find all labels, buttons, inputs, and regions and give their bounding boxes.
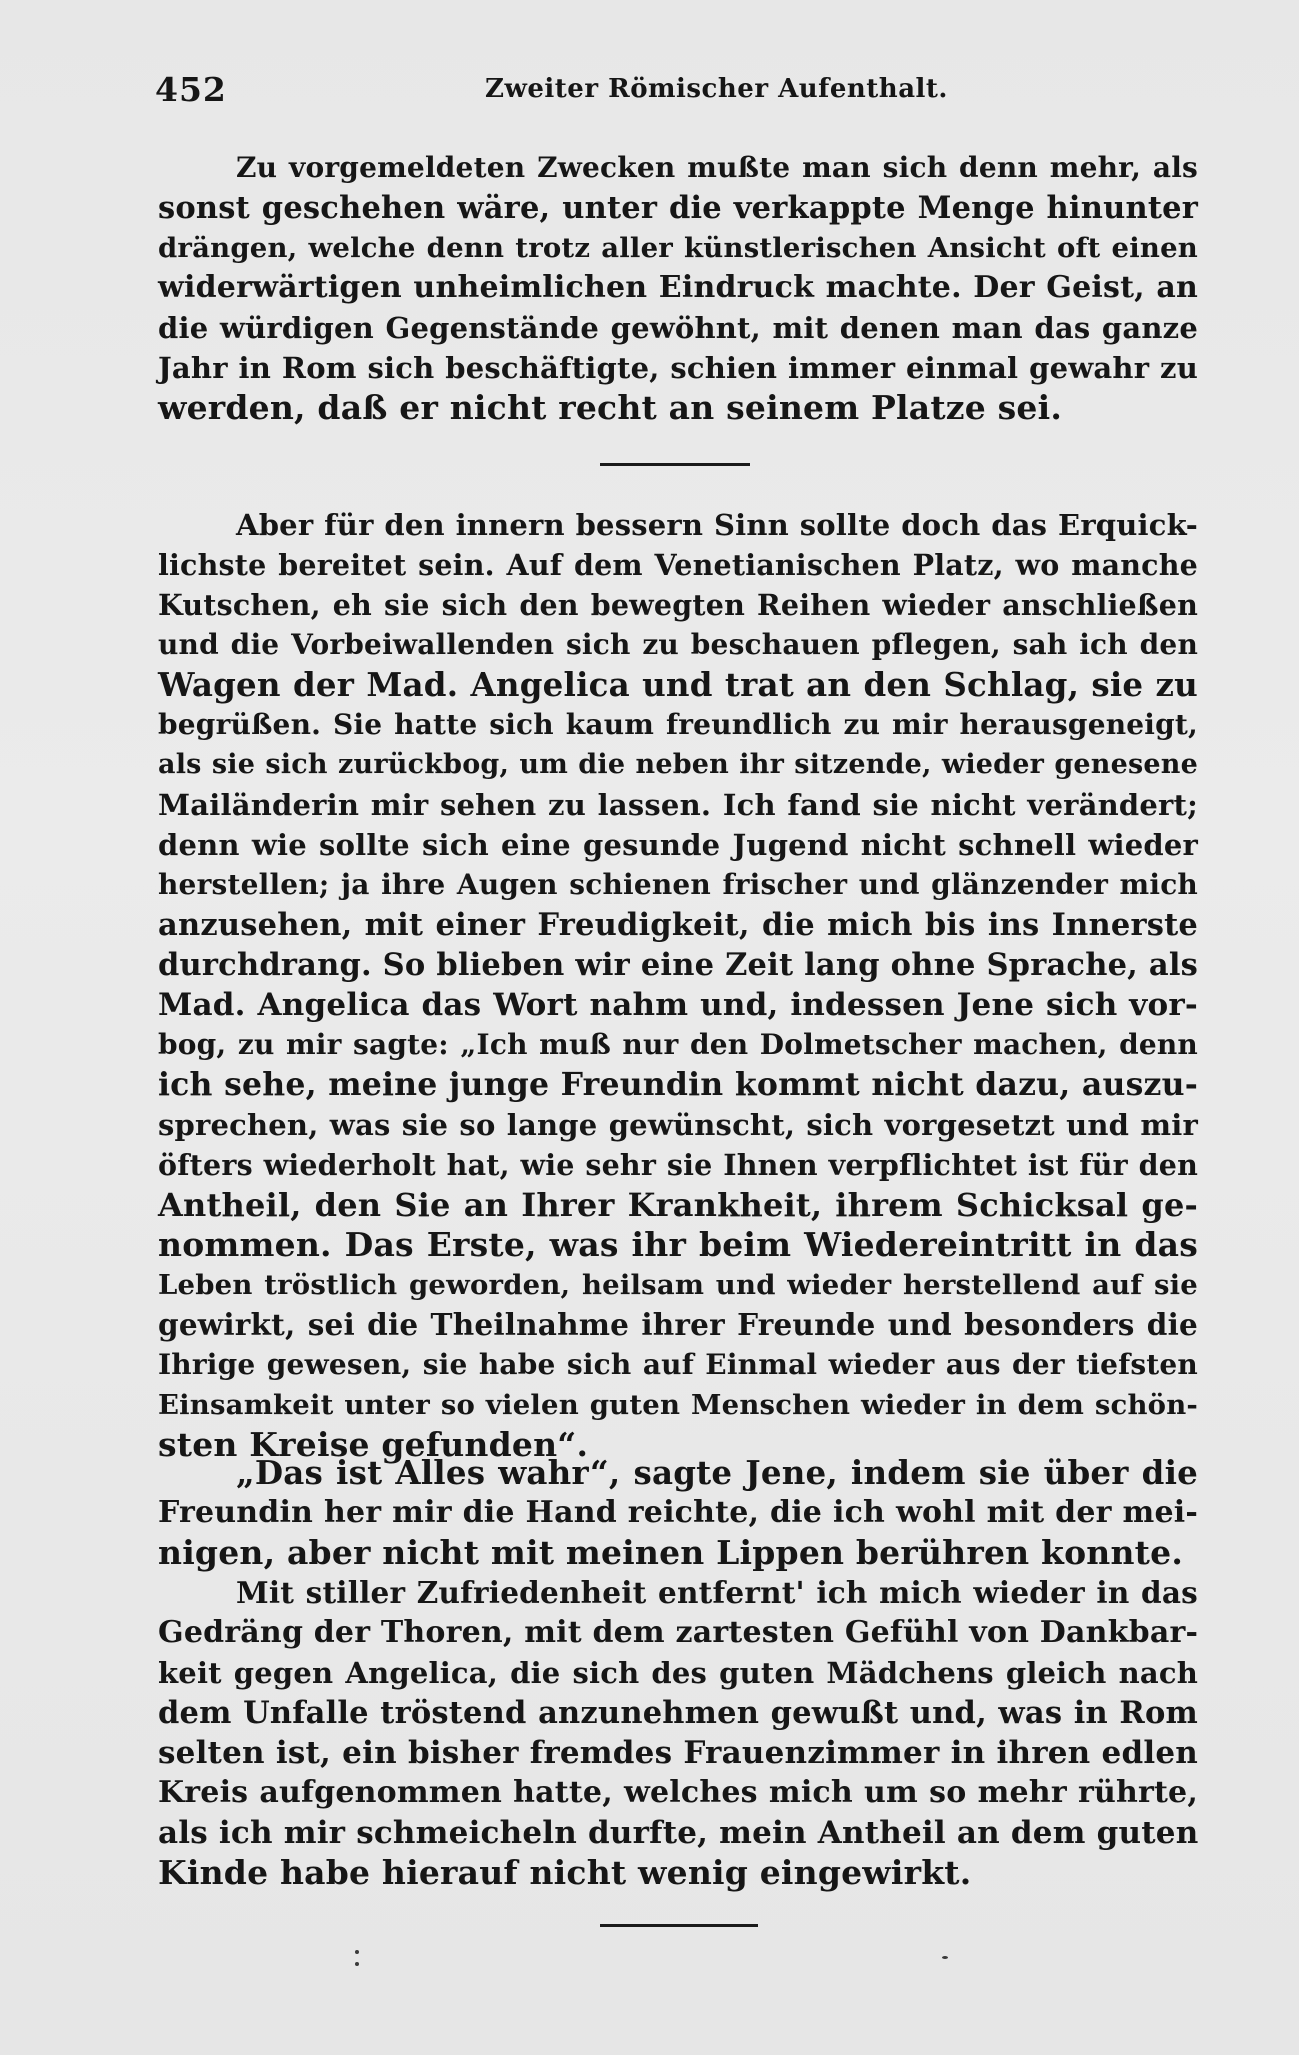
text-line: als ich mir schmeicheln durfte, mein Antheil an dem guten — [158, 1815, 1199, 1851]
page-header — [155, 70, 948, 120]
text-line: Ihrige gewesen, sie habe sich auf Einmal wieder aus der tiefsten — [158, 1348, 1198, 1381]
text-line: Zu vorgemeldeten Zwecken mußte man sich denn mehr, als — [236, 151, 1198, 184]
section-divider — [600, 463, 750, 466]
text-line: Mad. Angelica das Wort nahm und, indessen Jene sich vor- — [158, 987, 1198, 1023]
text-line: gewirkt, sei die Theilnahme ihrer Freunde und besonders die — [158, 1307, 1198, 1342]
text-line: Mailänderin mir sehen zu lassen. Ich fand sie nicht verändert; — [158, 788, 1198, 822]
text-line: drängen, welche denn trotz aller künstlerischen Ansicht oft einen — [158, 232, 1198, 264]
text-line: öfters wiederholt hat, wie sehr sie Ihnen verpflichtet ist für den — [158, 1148, 1198, 1182]
text-line: Leben tröstlich geworden, heilsam und wieder herstellend auf sie — [158, 1269, 1198, 1301]
text-line: herstellen; ja ihre Augen schienen frischer und glänzender mich — [158, 868, 1198, 901]
paragraph-4 — [158, 1573, 1198, 1893]
text-line: nommen. Das Erste, was ihr beim Wiedereintritt in das — [158, 1225, 1198, 1264]
text-line: selten ist, ein bisher fremdes Frauenzimmer in ihren edlen — [158, 1735, 1198, 1771]
text-line: Jahr in Rom sich beschäftigte, schien immer einmal gewahr zu — [158, 351, 1198, 385]
text-line: nigen, aber nicht mit meinen Lippen berühren konnte. — [158, 1533, 1184, 1572]
paragraph-3 — [158, 1453, 1198, 1573]
text-line: Mit stiller Zufriedenheit entfernt' ich mich wieder in das — [236, 1575, 1198, 1610]
text-line: keit gegen Angelica, die sich des guten Mädchens gleich nach — [158, 1656, 1198, 1690]
text-line: dem Unfalle tröstend anzunehmen gewußt und, was in Rom — [158, 1695, 1198, 1731]
running-title: Zweiter Römischer Aufenthalt. — [485, 74, 948, 104]
text-line: Gedräng der Thoren, mit dem zartesten Gefühl von Dankbar- — [158, 1615, 1199, 1650]
text-line: ich sehe, meine junge Freundin kommt nicht dazu, auszu- — [158, 1066, 1198, 1103]
text-line: Aber für den innern bessern Sinn sollte doch das Erquick- — [236, 508, 1198, 542]
text-line: bog, zu mir sagte: „Ich muß nur den Dolmetscher machen, denn — [158, 1028, 1198, 1061]
text-line: durchdrang. So blieben wir eine Zeit lang ohne Sprache, als — [158, 947, 1198, 983]
text-line: sprechen, was sie so lange gewünscht, sich vorgesetzt und mir — [158, 1108, 1198, 1142]
text-line: Einsamkeit unter so vielen guten Menschen wieder in dem schön- — [158, 1389, 1198, 1421]
text-line: Kutschen, eh sie sich den bewegten Reihen wieder anschließen — [158, 588, 1198, 622]
text-line: Kreis aufgenommen hatte, welches mich um so mehr rührte, — [158, 1775, 1198, 1810]
text-line: sonst geschehen wäre, unter die verkappte Menge hinunter — [158, 190, 1198, 226]
paragraph-1 — [158, 148, 1198, 428]
text-line: begrüßen. Sie hatte sich kaum freundlich zu mir herausgeneigt, — [158, 708, 1198, 741]
text-line: widerwärtigen unheimlichen Eindruck machte. Der Geist, an — [158, 270, 1198, 305]
text-line: anzusehen, mit einer Freudigkeit, die mich bis ins Innerste — [158, 907, 1198, 943]
text-line: Kinde habe hierauf nicht wenig eingewirkt. — [158, 1853, 972, 1892]
paper-speck — [355, 1962, 359, 1966]
text-line: und die Vorbeiwallenden sich zu beschauen pflegen, sah ich den — [158, 628, 1198, 661]
text-line: Antheil, den Sie an Ihrer Krankheit, ihrem Schicksal ge- — [158, 1186, 1198, 1224]
text-line: „Das ist Alles wahr“, sagte Jene, indem sie über die — [236, 1453, 1198, 1492]
paper-speck — [942, 1956, 948, 1959]
text-line: Freundin her mir die Hand reichte, die ich wohl mit der mei- — [158, 1495, 1198, 1530]
text-line: die würdigen Gegenstände gewöhnt, mit denen man das ganze — [158, 311, 1198, 345]
text-line: Wagen der Mad. Angelica und trat an den Schlag, sie zu — [158, 665, 1198, 704]
text-line: lichste bereitet sein. Auf dem Venetianischen Platz, wo manche — [158, 548, 1198, 582]
text-line: als sie sich zurückbog, um die neben ihr sitzende, wieder genesene — [158, 749, 1198, 780]
page-number: 452 — [155, 70, 227, 109]
end-divider — [600, 1924, 758, 1927]
text-line: denn wie sollte sich eine gesunde Jugend nicht schnell wieder — [158, 828, 1198, 862]
paper-speck — [355, 1950, 359, 1954]
text-line: sten Kreise gefunden“. — [158, 1425, 589, 1464]
paragraph-2 — [158, 505, 1198, 1465]
text-line: werden, daß er nicht recht an seinem Platze sei. — [158, 388, 1063, 427]
